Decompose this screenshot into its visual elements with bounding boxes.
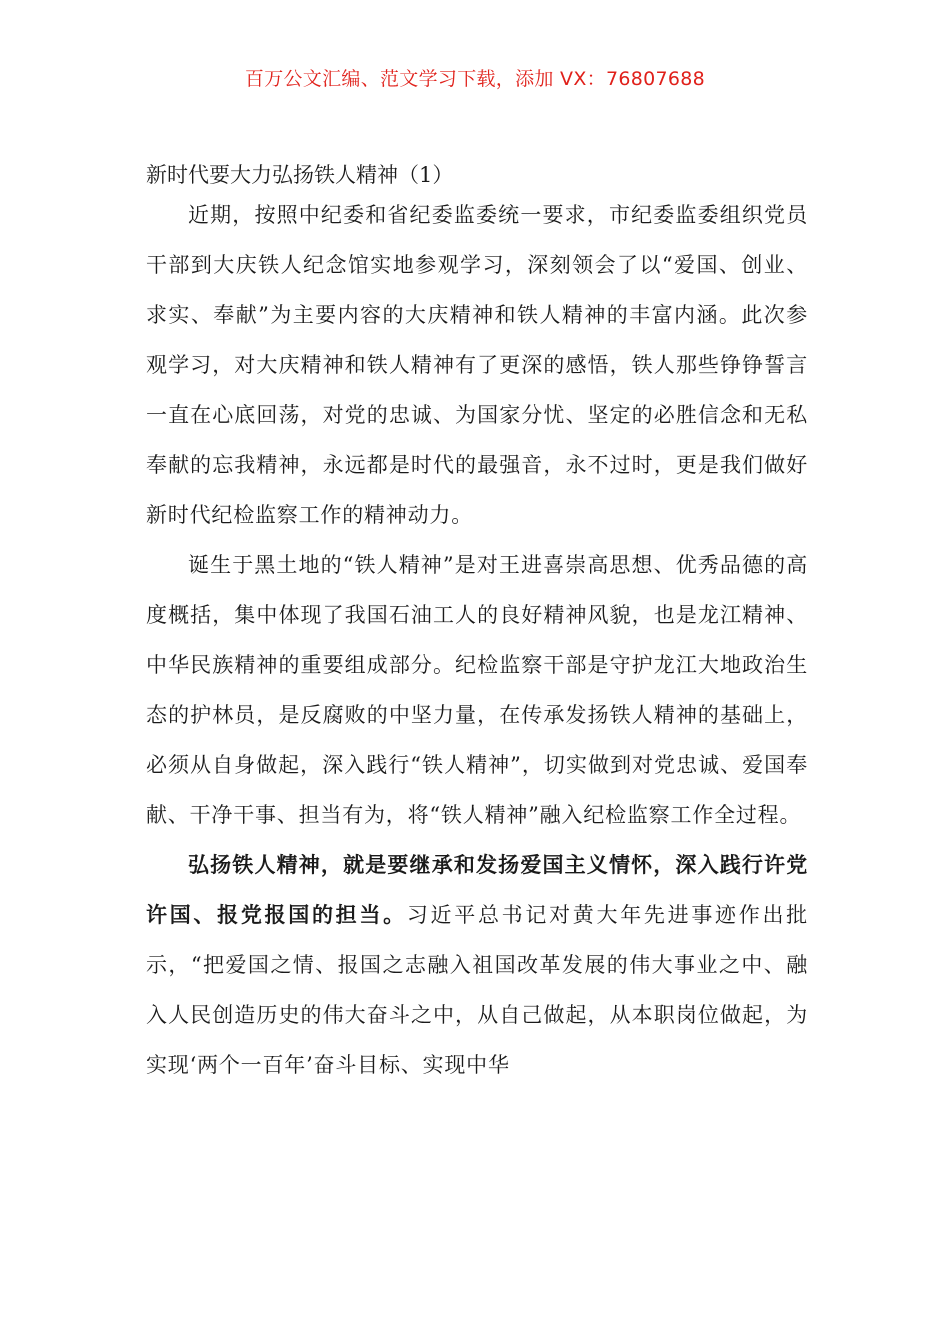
paragraph-3: [146, 840, 808, 1090]
paragraph-3-lead: 弘扬铁人精神，就是要继承和发扬爱国主义情怀，深入践行许党许国、报党报国的担当。: [146, 853, 808, 927]
paragraph-1: [146, 190, 808, 540]
paragraph-1-text: 近期，按照中纪委和省纪委监委统一要求，市纪委监委组织党员干部到大庆铁人纪念馆实地参观学习，深刻领会了以“爱国、创业、求实、奉献”为主要内容的大庆精神和铁人精神的丰富内涵。此次参观学习，对大庆精神和铁人精神有了更深的感悟，铁人那些铮铮誓言一直在心底回荡，对党的忠诚、为国家分忧、坚定的必胜信念和无私奉献的忘我精神，永远都是时代的最强音，永不过时，更是我们做好新时代纪检监察工作的精神动力。: [146, 203, 808, 527]
document-body: [146, 190, 808, 1090]
watermark-header: 百万公文汇编、范文学习下载，添加 VX：76807688: [244, 68, 706, 90]
document-title: 新时代要大力弘扬铁人精神（1）: [146, 163, 454, 187]
paragraph-2: [146, 540, 808, 840]
paragraph-2-text: 诞生于黑土地的“铁人精神”是对王进喜崇高思想、优秀品德的高度概括，集中体现了我国石油工人的良好精神风貌，也是龙江精神、中华民族精神的重要组成部分。纪检监察干部是守护龙江大地政治生态的护林员，是反腐败的中坚力量，在传承发扬铁人精神的基础上，必须从自身做起，深入践行“铁人精神”，切实做到对党忠诚、爱国奉献、干净干事、担当有为，将“铁人精神”融入纪检监察工作全过程。: [146, 553, 808, 827]
paragraph-3-text: 习近平总书记对黄大年先进事迹作出批示，“把爱国之情、报国之志融入祖国改革发展的伟大事业之中、融入人民创造历史的伟大奋斗之中，从自己做起，从本职岗位做起，为实现‘两个一百年’奋斗目标、实现中华: [146, 903, 808, 1077]
